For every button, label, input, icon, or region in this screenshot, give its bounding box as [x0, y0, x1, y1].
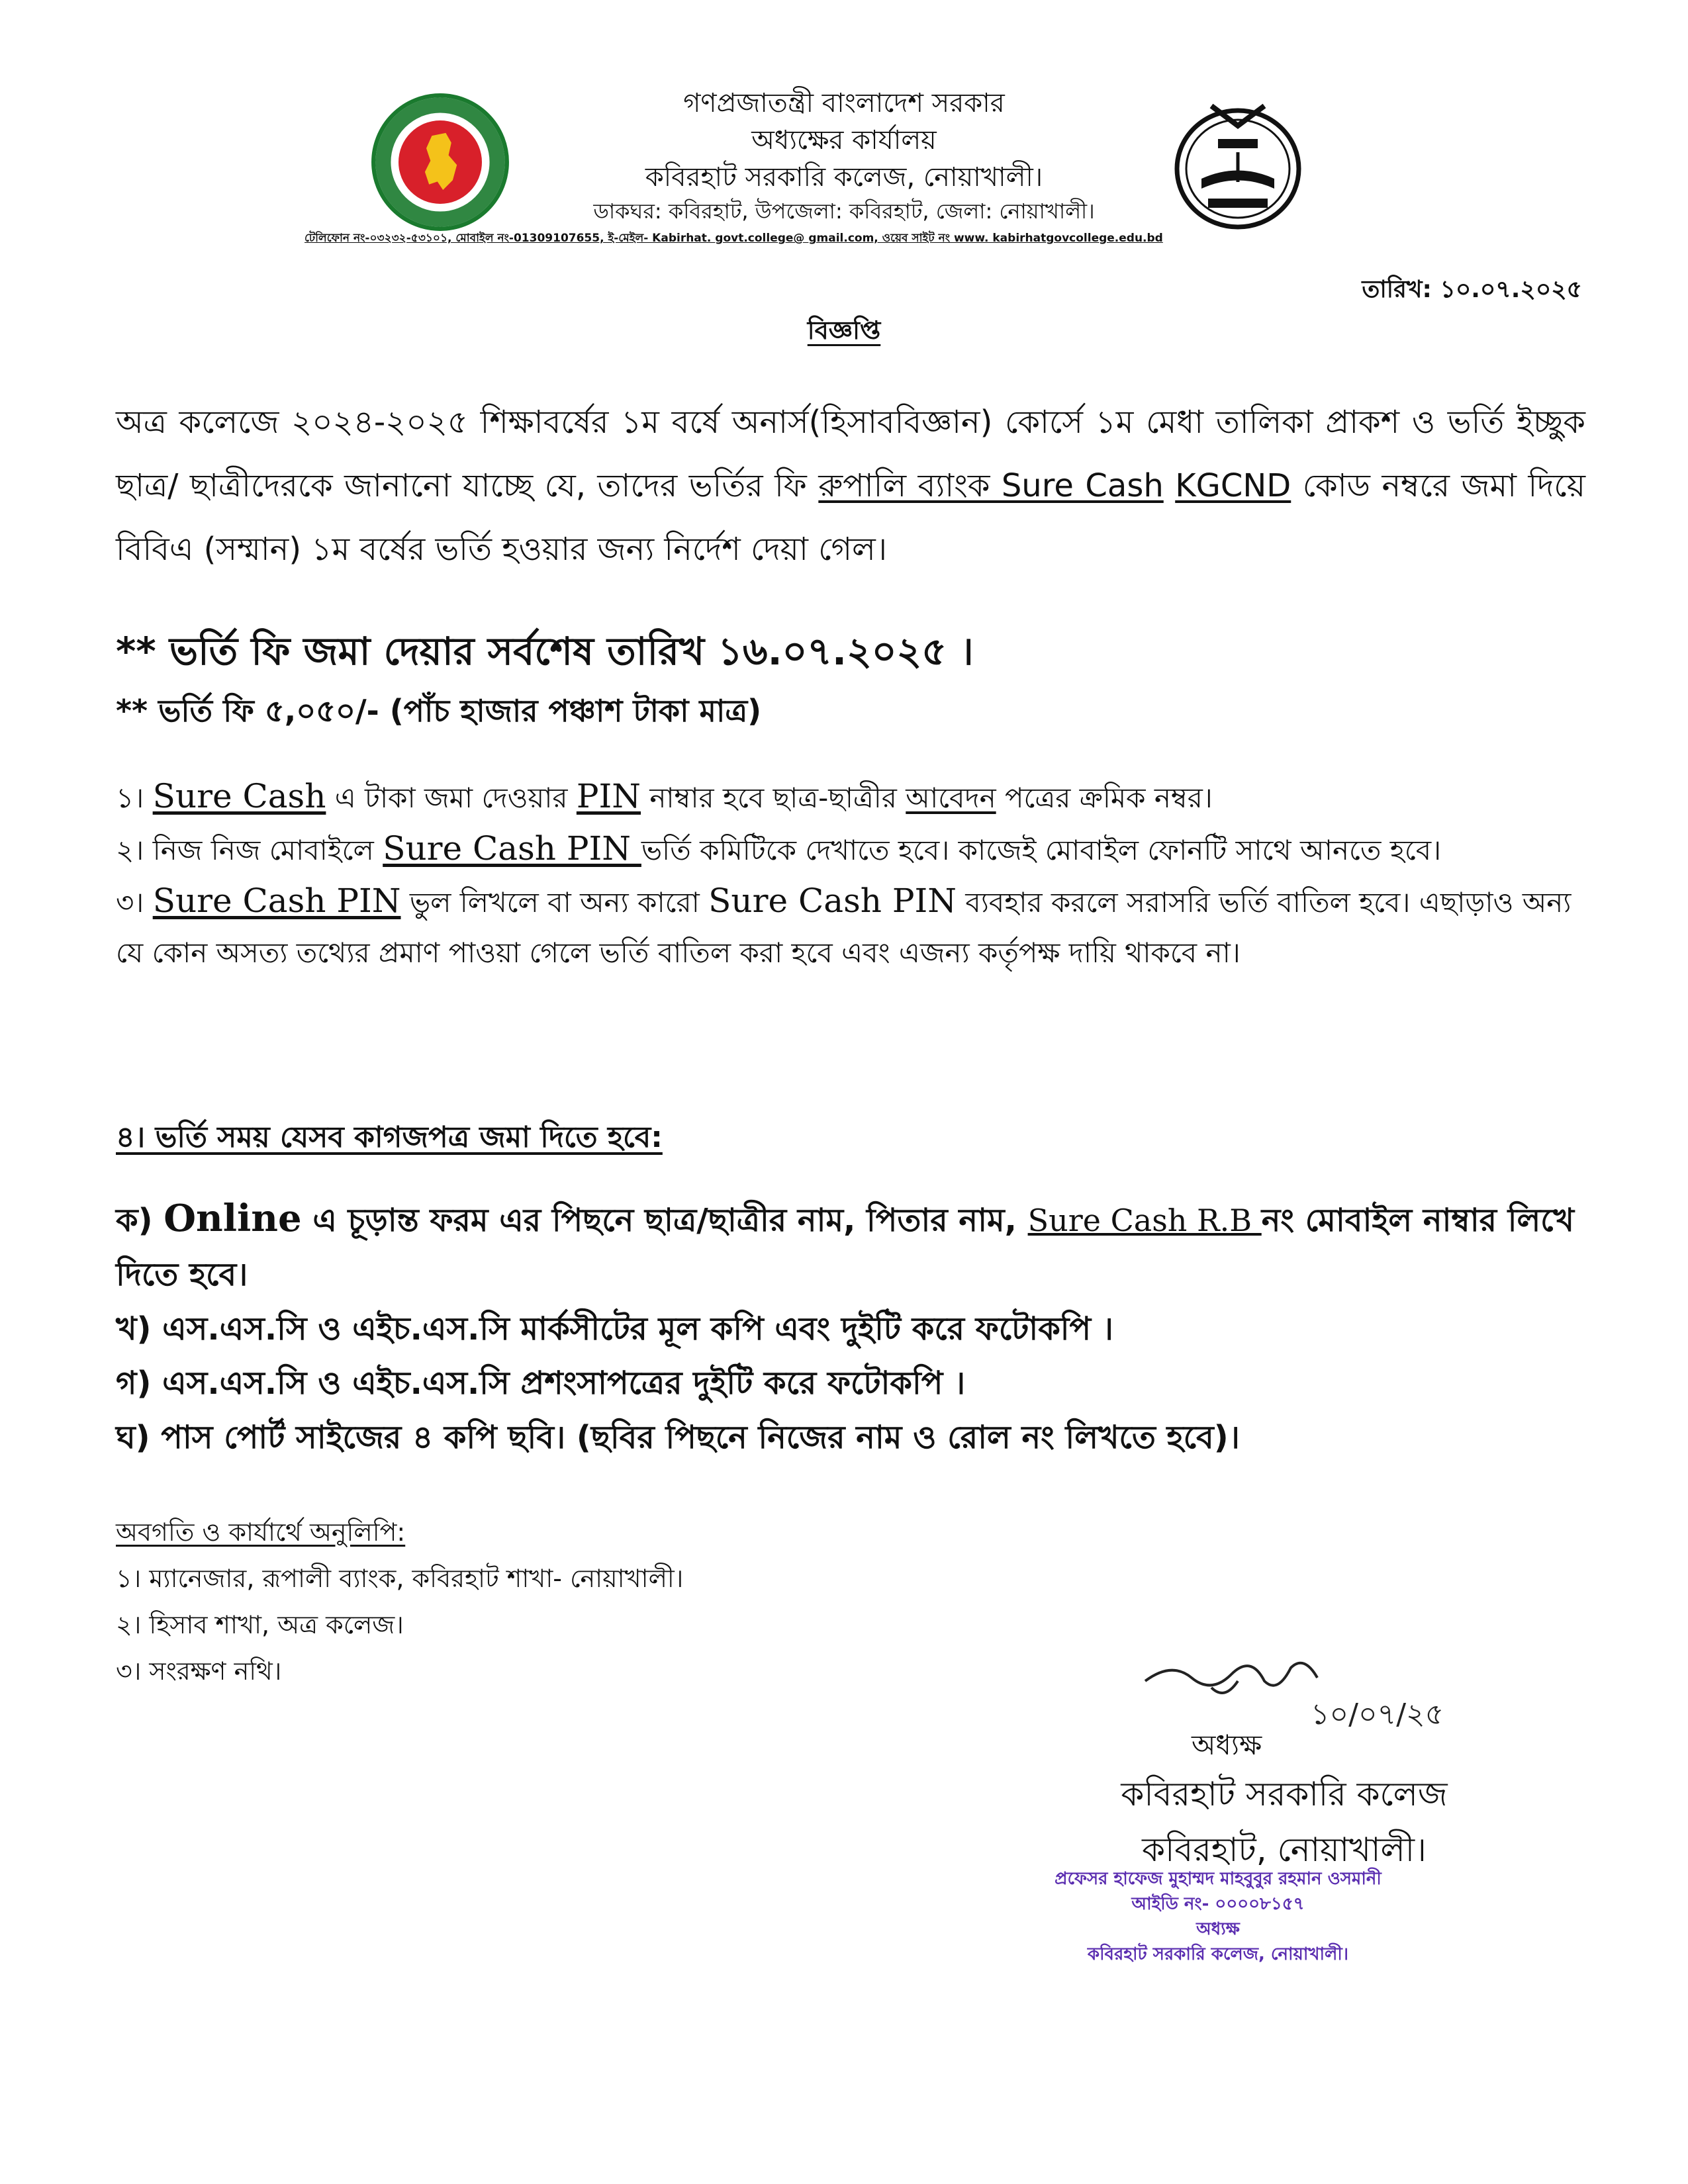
- documents-list: [116, 1191, 1585, 1465]
- signatory-place: কবিরহাট, নোয়াখালী।: [1142, 1831, 1427, 1869]
- copy-distribution: [116, 1509, 1043, 1694]
- stamp-name: প্রফেসর হাফেজ মুহাম্মদ মাহবুবুর রহমান ওসমানী: [1055, 1869, 1382, 1889]
- header-line-address: ডাকঘর: কবিরহাট, উপজেলা: কবিরহাট, জেলা: নোয়াখালী।: [593, 199, 1095, 224]
- paragraph-text-1: অত্র কলেজে ২০২৪-২০২৫ শিক্ষাবর্ষের ১ম বর্ষে অনার্স(হিসাববিজ্ঞান) কোর্সে ১ম মেধা তালিকা প্রাকশ ও ভর্তি ইচ্ছুক ছাত্র/ ছাত্রীদেরকে জানানো যাচ্ছে যে, তাদের ভর্তির ফি: [116, 404, 1585, 504]
- paragraph-text-2: কোড নম্বরে জমা দিয়ে বিবিএ (সম্মান) ১ম বর্ষের ভর্তি হওয়ার জন্য নির্দেশ দেয়া গেল।: [116, 467, 1585, 568]
- doc-item-kha: খ) এস.এস.সি ও এইচ.এস.সি মার্কসীটের মূল কপি এবং দুইটি করে ফটোকপি ।: [116, 1310, 1113, 1347]
- notice-paragraph: [116, 390, 1585, 581]
- deadline-line: ** ভর্তি ফি জমা দেয়ার সর্বশেষ তারিখ ১৬.০৭.২০২৫ ।: [116, 629, 974, 674]
- payment-code: KGCND: [1175, 467, 1291, 504]
- rule-1: ১। Sure Cash এ টাকা জমা দেওয়ার PIN নাম্বার হবে ছাত্র-ছাত্রীর আবেদন পত্রের ক্রমিক নম্বর।: [116, 777, 1213, 815]
- bank-sure-cash: রুপালি ব্যাংক Sure Cash: [818, 467, 1164, 504]
- stamp-title: অধ্যক্ষ: [1196, 1919, 1240, 1939]
- stamp-id: আইডি নং- ০০০০৮১৫৭: [1131, 1894, 1305, 1914]
- copy-item: ১। ম্যানেজার, রূপালী ব্যাংক, কবিরহাট শাখা- নোয়াখালী।: [116, 1564, 684, 1593]
- header-line-govt: গণপ্রজাতন্ত্রী বাংলাদেশ সরকার: [683, 88, 1005, 118]
- doc-item-ga: গ) এস.এস.সি ও এইচ.এস.সি প্রশংসাপত্রের দুইটি করে ফটোকপি ।: [116, 1365, 966, 1402]
- header-line-college: কবিরহাট সরকারি কলেজ, নোয়াখালী।: [645, 162, 1043, 193]
- signatory-college: কবিরহাট সরকারি কলেজ: [1121, 1775, 1448, 1813]
- header-line-office: অধ্যক্ষের কার্যালয়: [751, 125, 937, 156]
- rule-2: ২। নিজ নিজ মোবাইলে Sure Cash PIN ভর্তি কমিটিকে দেখাতে হবে। কাজেই মোবাইল ফোনটি সাথে আনতে হবে।: [116, 829, 1442, 868]
- letterhead: [463, 85, 1225, 226]
- signatory-title: অধ্যক্ষ: [1192, 1729, 1262, 1761]
- notice-date: তারিখ: ১০.০৭.২০২৫: [1362, 276, 1582, 303]
- copy-heading: অবগতি ও কার্যার্থে অনুলিপি:: [116, 1518, 406, 1547]
- fee-line: ** ভর্তি ফি ৫,০৫০/- (পাঁচ হাজার পঞ্চাশ টাকা মাত্র): [116, 693, 762, 729]
- signature-date: ১০/০৭/২৫: [1311, 1698, 1444, 1731]
- rule-3: ৩। Sure Cash PIN ভুল লিখলে বা অন্য কারো Sure Cash PIN ব্যবহার করলে সরাসরি ভর্তি বাতিল হবে। এছাড়াও অন্য যে কোন অসত্য তথ্যের প্রমাণ পাওয়া গেলে ভর্তি বাতিল করা হবে এবং এজন্য কর্তৃপক্ষ দায়ি থাকবে না।: [116, 882, 1571, 969]
- doc-item-ka: ক) Online এ চূড়ান্ত ফরম এর পিছনে ছাত্র/ছাত্রীর নাম, পিতার নাম, Sure Cash R.B নং মোবাইল নাম্বার লিখে দিতে হবে।: [116, 1197, 1575, 1293]
- notice-title: বিজ্ঞপ্তি: [807, 316, 881, 345]
- rules-list: [116, 771, 1585, 978]
- stamp-college: কবিরহাট সরকারি কলেজ, নোয়াখালী।: [1087, 1944, 1349, 1964]
- copy-item: ৩। সংরক্ষণ নথি।: [116, 1657, 282, 1686]
- documents-heading: ৪। ভর্তি সময় যেসব কাগজপত্র জমা দিতে হবে:: [116, 1120, 663, 1154]
- principal-stamp: [1033, 1866, 1403, 1967]
- doc-item-gha: ঘ) পাস পোর্ট সাইজের ৪ কপি ছবি। (ছবির পিছনে নিজের নাম ও রোল নং লিখতে হবে)।: [116, 1419, 1240, 1456]
- paragraph-space: [1164, 467, 1175, 504]
- copy-item: ২। হিসাব শাখা, অত্র কলেজ।: [116, 1610, 404, 1639]
- signature-block: [1019, 1724, 1549, 1878]
- contact-line: টেলিফোন নং-০৩২৩২-৫৩১০১, মোবাইল নং-01309107655, ই-মেইল- Kabirhat. govt.college@ gmail.com, ওয়েব সাইট নং www. kabirhatgovcollege.edu.bd: [305, 232, 1163, 245]
